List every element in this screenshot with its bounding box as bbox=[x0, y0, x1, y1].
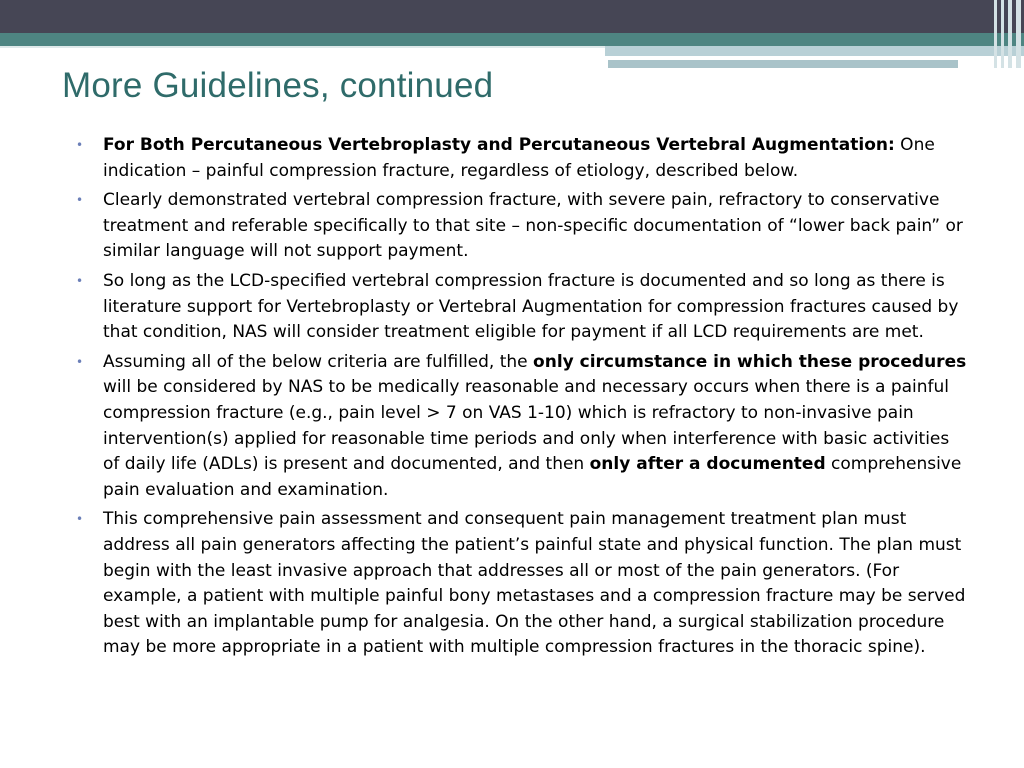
bullet-text: This comprehensive pain assessment and consequent pain management treatment plan must address all pain generators affecting the patient’s painful state and physical function. The plan must begin with the least invasive approach that addresses all or most of the pain generators. (For example, a patient with multiple painful bony metastases and a compression fracture may be served best with an implantable pump for analgesia. On the other hand, a surgical stabilization procedure may be more appropriate in a patient with multiple compression fractures in the thoracic spine). bbox=[103, 509, 966, 658]
bullet-text: One indication – painful compression fracture, regardless of etiology, described below. bbox=[103, 135, 935, 181]
bullet-item bbox=[76, 133, 968, 184]
bullet-lead-bold: For Both Percutaneous Vertebroplasty and Percutaneous Vertebral Augmentation: bbox=[103, 135, 895, 155]
header-stripes bbox=[992, 0, 1024, 68]
bullet-text: So long as the LCD-specified vertebral compression fracture is documented and so long as there is literature support for Vertebroplasty or Vertebral Augmentation for compression fractures caused by that condition, NAS will consider treatment eligible for payment if all LCD requirements are met. bbox=[103, 270, 959, 343]
bullet-item bbox=[76, 507, 968, 661]
slide-title: More Guidelines, continued bbox=[62, 66, 494, 105]
header-divider bbox=[0, 46, 605, 48]
bullet-text-part: Assuming all of the below criteria are fulfilled, the bbox=[103, 351, 534, 372]
bullet-icon: • bbox=[76, 354, 84, 369]
header-band-light-secondary bbox=[608, 60, 958, 68]
bullet-text-part: comprehensive pain evaluation and examination. bbox=[103, 454, 962, 500]
bullet-item bbox=[76, 269, 968, 346]
header-band-light bbox=[605, 46, 1024, 56]
bullet-item bbox=[76, 350, 968, 504]
bullet-icon: • bbox=[76, 512, 84, 527]
header-band-teal bbox=[0, 33, 1024, 46]
bullet-text-part: will be considered by NAS to be medically reasonable and necessary occurs when there is a painful compression fracture (e.g., pain level > 7 on VAS 1-10) which is refractory to non-invasive pain intervention(s) applied for reasonable time periods and only when interference with basic activities of daily life (ADLs) is present and documented, and then bbox=[103, 377, 950, 475]
bullet-bold-phrase: only after a documented bbox=[589, 454, 826, 475]
bullet-icon: • bbox=[76, 193, 84, 208]
header-band-dark bbox=[0, 0, 1024, 33]
bullet-icon: • bbox=[76, 138, 84, 152]
bullet-bold-phrase: only circumstance in which these procedures bbox=[533, 351, 967, 372]
bullet-icon: • bbox=[76, 273, 84, 288]
bullet-list bbox=[76, 133, 968, 665]
bullet-item bbox=[76, 188, 968, 265]
bullet-text: Clearly demonstrated vertebral compression fracture, with severe pain, refractory to conservative treatment and referable specifically to that site – non-specific documentation of “lower back pain” or similar language will not support payment. bbox=[103, 190, 963, 262]
